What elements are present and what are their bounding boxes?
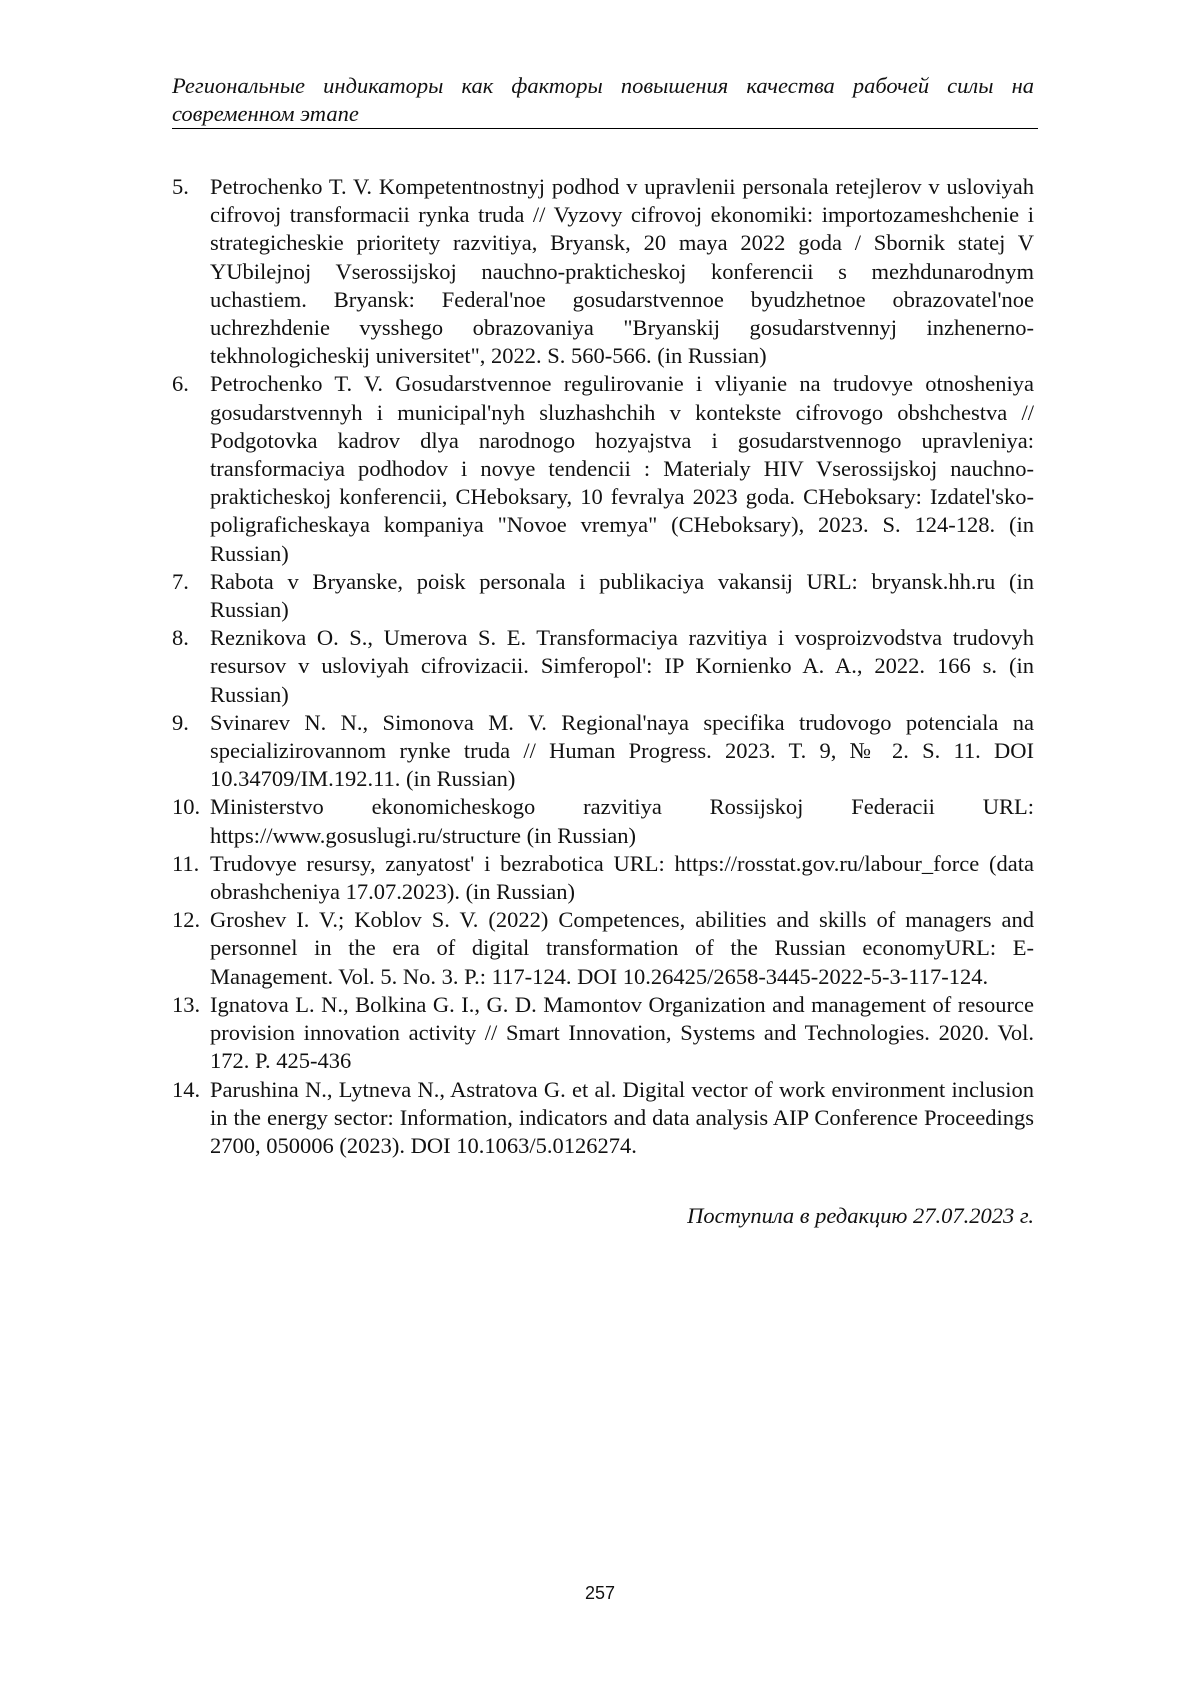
reference-item bbox=[172, 568, 1034, 624]
reference-number: 9. bbox=[172, 709, 189, 735]
reference-number: 13. bbox=[172, 991, 201, 1017]
reference-text: Petrochenko T. V. Kompetentnostnyj podhod v upravlenii personala retejlerov v usloviyah cifrovoj transformacii rynka truda // Vyzovy cifrovoj ekonomiki: importozameshchenie i strategicheskie prioritety razvitiya, Bryansk, 20 maya 2022 goda / Sbornik statej V YUbilejnoj Vserossijskoj nauchno-prakticheskoj konferencii s mezhdunarodnym uchastiem. Bryansk: Federal'noe gosudarstvennoe byudzhetnoe obrazovatel'noe uchrezhdenie vysshego obrazovaniya "Bryanskij gosudarstvennyj inzhenerno-tekhnologicheskij universitet", 2022. S. 560-566. (in Russian) bbox=[210, 174, 1034, 369]
reference-text: Svinarev N. N., Simonova M. V. Regional'naya specifika trudovogo potenciala na specializirovannom rynke truda // Human Progress. 2023. T. 9, № 2. S. 11. DOI 10.34709/IM.192.11. (in Russian) bbox=[210, 709, 1034, 792]
reference-item bbox=[172, 624, 1034, 709]
reference-number: 11. bbox=[172, 850, 200, 876]
reference-text: Ignatova L. N., Bolkina G. I., G. D. Mamontov Organization and management of resource provision innovation activity // Smart Innovation, Systems and Technologies. 2020. Vol. 172. P. 425-436 bbox=[210, 991, 1034, 1074]
reference-number: 6. bbox=[172, 371, 189, 397]
header-divider bbox=[172, 128, 1038, 129]
running-header bbox=[172, 72, 1034, 128]
reference-number: 5. bbox=[172, 174, 189, 199]
reference-item bbox=[172, 991, 1034, 1076]
reference-item bbox=[172, 850, 1034, 906]
reference-number: 12. bbox=[172, 907, 201, 933]
reference-number: 10. bbox=[172, 794, 201, 820]
reference-number: 7. bbox=[172, 568, 189, 594]
reference-text: Groshev I. V.; Koblov S. V. (2022) Competences, abilities and skills of managers and personnel in the era of digital transformation of the Russian economyURL: E-Management. Vol. 5. No. 3. P.: 117-124. DOI 10.26425/2658-3445-2022-5-3-117-124. bbox=[210, 907, 1034, 989]
reference-item bbox=[172, 370, 1034, 567]
reference-item bbox=[172, 1076, 1034, 1161]
reference-text: Reznikova O. S., Umerova S. E. Transformaciya razvitiya i vosproizvodstva trudovyh resursov v usloviyah cifrovizacii. Simferopol': IP Kornienko A. A., 2022. 166 s. (in Russian) bbox=[210, 625, 1034, 707]
received-date-note: Поступила в редакцию 27.07.2023 г. bbox=[687, 1203, 1034, 1228]
reference-text: Rabota v Bryanske, poisk personala i publikaciya vakansij URL: bryansk.hh.ru (in Russian) bbox=[210, 568, 1034, 623]
reference-text: Trudovye resursy, zanyatost' i bezrabotica URL: https://rosstat.gov.ru/labour_force (data obrashcheniya 17.07.2023). (in Russian) bbox=[210, 850, 1034, 905]
reference-text: Petrochenko T. V. Gosudarstvennoe regulirovanie i vliyanie na trudovye otnosheniya gosudarstvennyh i municipal'nyh sluzhashchih v kontekste cifrovogo obshchestva // Podgotovka kadrov dlya narodnogo hozyajstva i gosudarstvennogo upravleniya: transformaciya podhodov i novye tendencii : Materialy HIV Vserossijskoj nauchno-prakticheskoj konferencii, CHeboksary, 10 fevralya 2023 goda. CHeboksary: Izdatel'sko-poligraficheskaya kompaniya "Novoe vremya" (CHeboksary), 2023. S. 124-128. (in Russian) bbox=[210, 371, 1034, 566]
reference-item bbox=[172, 709, 1034, 794]
reference-item bbox=[172, 793, 1034, 849]
reference-text: Parushina N., Lytneva N., Astratova G. et al. Digital vector of work environment inclusion in the energy sector: Information, indicators and data analysis AIP Conference Proceedings 2700, 050006 (2023). DOI 10.1063/5.0126274. bbox=[210, 1076, 1034, 1158]
running-title: Региональные индикаторы как факторы повышения качества рабочей силы на современном этапе bbox=[172, 73, 1034, 126]
reference-text: Ministerstvo ekonomicheskogo razvitiya Rossijskoj Federacii URL: https://www.gosuslugi.ru/structure (in Russian) bbox=[210, 794, 1034, 848]
page-number: 257 bbox=[584, 1583, 616, 1603]
reference-number: 14. bbox=[172, 1076, 201, 1102]
reference-number: 8. bbox=[172, 625, 189, 651]
reference-item bbox=[172, 173, 1034, 370]
reference-item bbox=[172, 906, 1034, 991]
reference-list bbox=[172, 173, 1034, 1160]
